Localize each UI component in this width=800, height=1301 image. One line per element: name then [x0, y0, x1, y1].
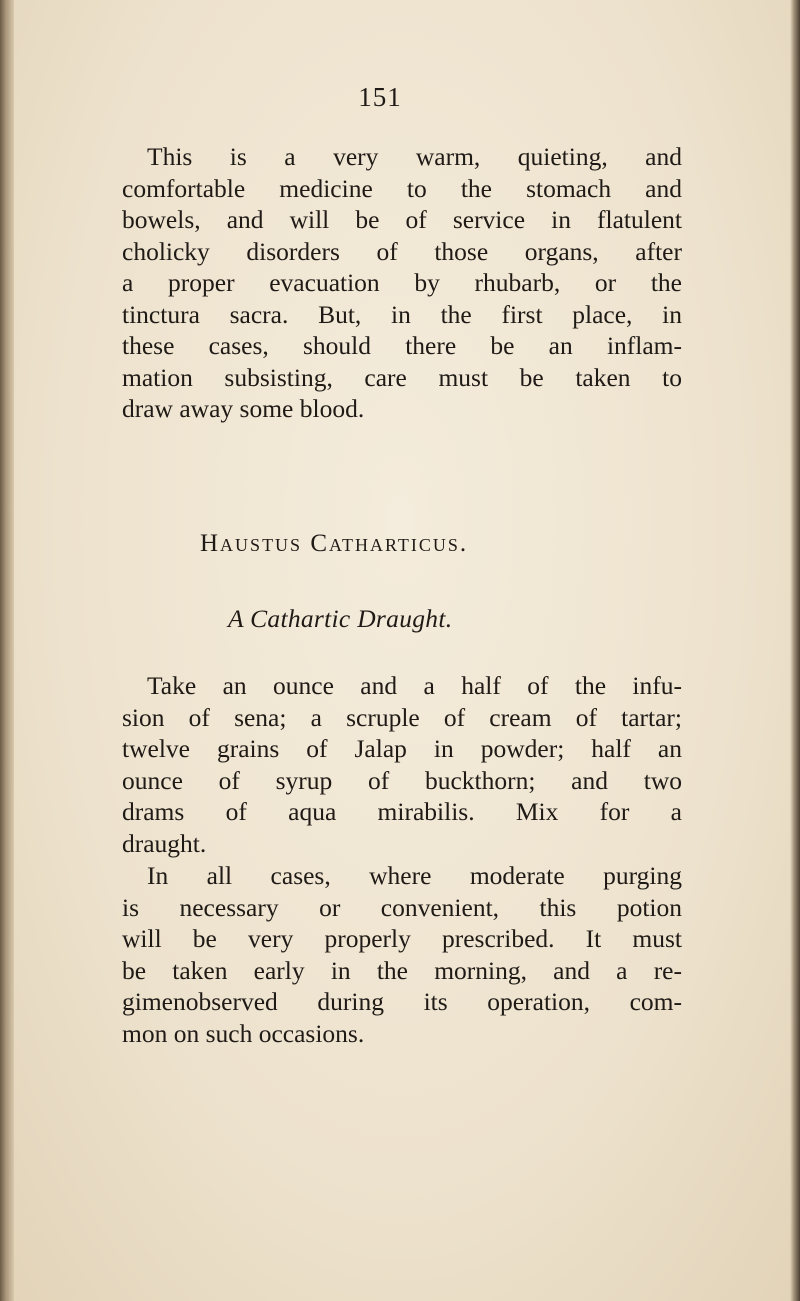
paragraph-stomach-medicine	[122, 141, 682, 425]
paragraph-purging-advice	[122, 860, 682, 1049]
paragraph-line: is necessary or convenient, this potion	[122, 892, 682, 922]
page-number: 151	[358, 82, 402, 112]
paragraph-recipe-instructions	[122, 670, 682, 859]
paragraph-line: gimenobserved during its operation, com-	[122, 987, 682, 1016]
paragraph-line: cholicky disorders of those organs, after	[122, 236, 682, 266]
paragraph-line: This is a very warm, quieting, and	[147, 142, 682, 171]
paragraph-line: bowels, and will be of service in flatulent	[122, 205, 682, 234]
page-binding-edge	[0, 0, 14, 1301]
recipe-subtitle: A Cathartic Draught.	[228, 604, 453, 633]
paragraph-line: drams of aqua mirabilis. Mix for a	[122, 797, 682, 826]
paragraph-line: draw away some blood.	[122, 394, 365, 423]
page-fore-edge	[790, 0, 800, 1301]
paragraph-line: twelve grains of Jalap in powder; half an	[122, 734, 682, 763]
recipe-title: Haustus Catharticus.	[200, 530, 469, 557]
paragraph-line: mation subsisting, care must be taken to	[122, 362, 682, 392]
paragraph-line: mon on such occasions.	[122, 1018, 365, 1048]
paragraph-line: draught.	[122, 828, 207, 858]
paragraph-line: will be very properly prescribed. It must	[122, 924, 682, 953]
paragraph-line: these cases, should there be an inflam-	[122, 331, 682, 360]
paragraph-line: comfortable medicine to the stomach and	[122, 173, 682, 203]
paragraph-line: Take an ounce and a half of the infu-	[147, 671, 682, 700]
paragraph-line: a proper evacuation by rhubarb, or the	[122, 268, 682, 297]
paragraph-line: In all cases, where moderate purging	[147, 861, 682, 890]
paragraph-line: ounce of syrup of buckthorn; and two	[122, 765, 682, 795]
paragraph-line: sion of sena; a scruple of cream of tartar;	[122, 702, 682, 732]
paragraph-line: tinctura sacra. But, in the first place, in	[122, 299, 682, 329]
paragraph-line: be taken early in the morning, and a re-	[122, 955, 682, 985]
